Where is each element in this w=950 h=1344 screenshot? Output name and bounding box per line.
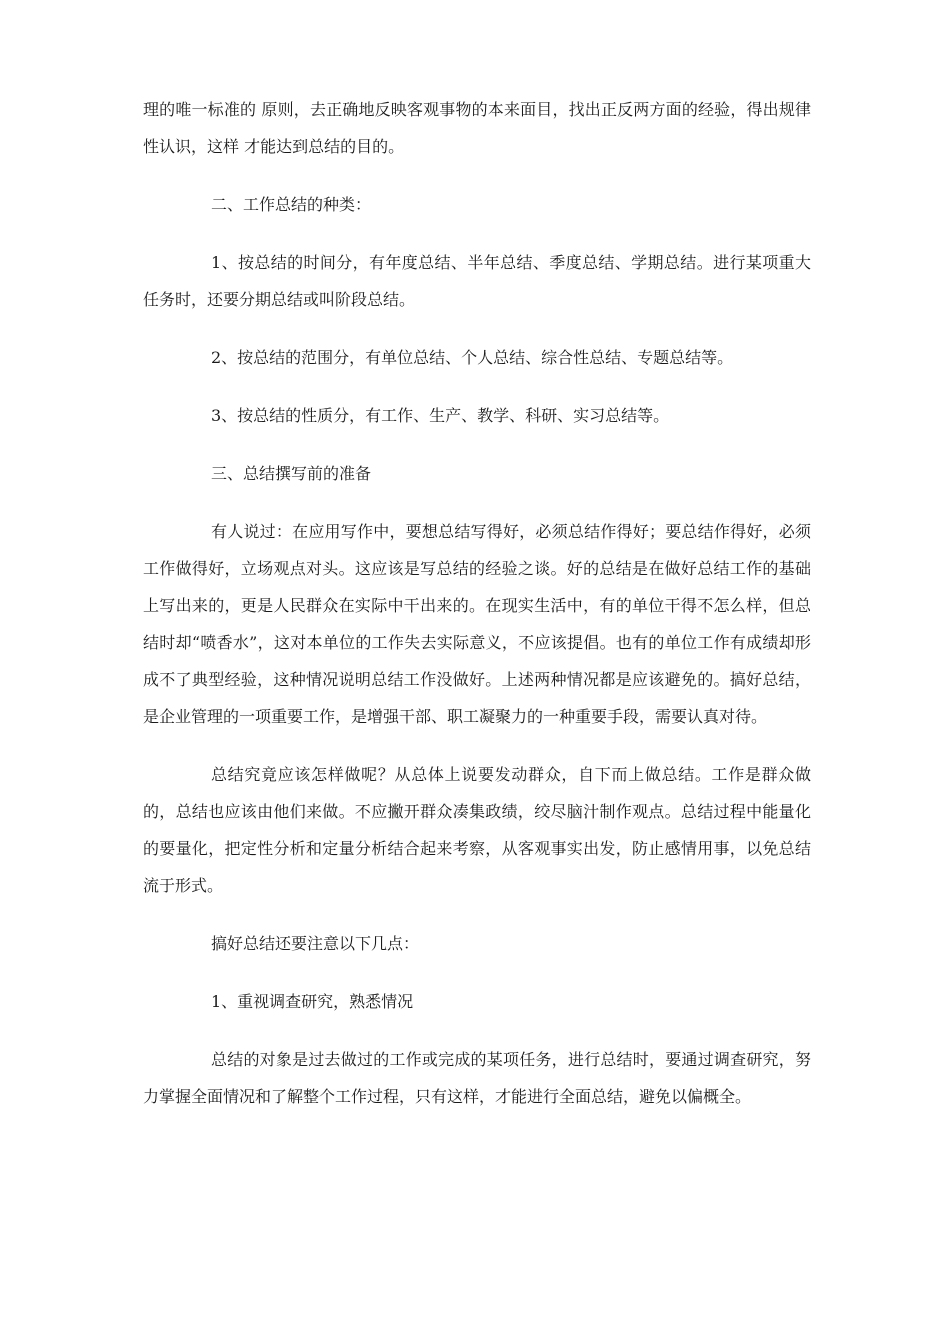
paragraph-notes-intro: 搞好总结还要注意以下几点：: [211, 934, 420, 953]
heading-summary-types: 二、工作总结的种类：: [211, 195, 372, 214]
list-item-by-nature: 3、按总结的性质分，有工作、生产、教学、科研、实习总结等。: [211, 406, 670, 425]
list-item-by-time: 1、按总结的时间分，有年度总结、半年总结、季度总结、学期总结。进行某项重大任务时，还要分期总结或叫阶段总结。: [143, 253, 811, 309]
paragraph-how-to: 总结究竟应该怎样做呢？从总体上说要发动群众，自下而上做总结。工作是群众做的，总结也应该由他们来做。不应撇开群众凑集政绩，绞尽脑汁制作观点。总结过程中能量化的要量化，把定性分析和定量分析结合起来考察，从客观事实出发，防止感情用事，以免总结流于形式。: [143, 765, 811, 895]
heading-investigation: 1、重视调查研究，熟悉情况: [211, 992, 414, 1011]
list-item-by-scope: 2、按总结的范围分，有单位总结、个人总结、综合性总结、专题总结等。: [211, 348, 734, 367]
paragraph-investigation: 总结的对象是过去做过的工作或完成的某项任务，进行总结时，要通过调查研究，努力掌握全面情况和了解整个工作过程，只有这样，才能进行全面总结，避免以偏概全。: [143, 1050, 811, 1106]
heading-preparation: 三、总结撰写前的准备: [211, 464, 372, 483]
paragraph-principle: 理的唯一标准的 原则，去正确地反映客观事物的本来面目，找出正反两方面的经验，得出规律性认识，这样 才能达到总结的目的。: [143, 100, 811, 156]
document-page: [143, 91, 811, 1115]
paragraph-preparation: 有人说过：在应用写作中，要想总结写得好，必须总结作得好；要总结作得好，必须工作做得好，立场观点对头。这应该是写总结的经验之谈。好的总结是在做好总结工作的基础上写出来的，更是人民群众在实际中干出来的。在现实生活中，有的单位干得不怎么样，但总结时却“喷香水”，这对本单位的工作失去实际意义，不应该提倡。也有的单位工作有成绩却形成不了典型经验，这种情况说明总结工作没做好。上述两种情况都是应该避免的。搞好总结，是企业管理的一项重要工作，是增强干部、职工凝聚力的一种重要手段，需要认真对待。: [143, 522, 811, 726]
